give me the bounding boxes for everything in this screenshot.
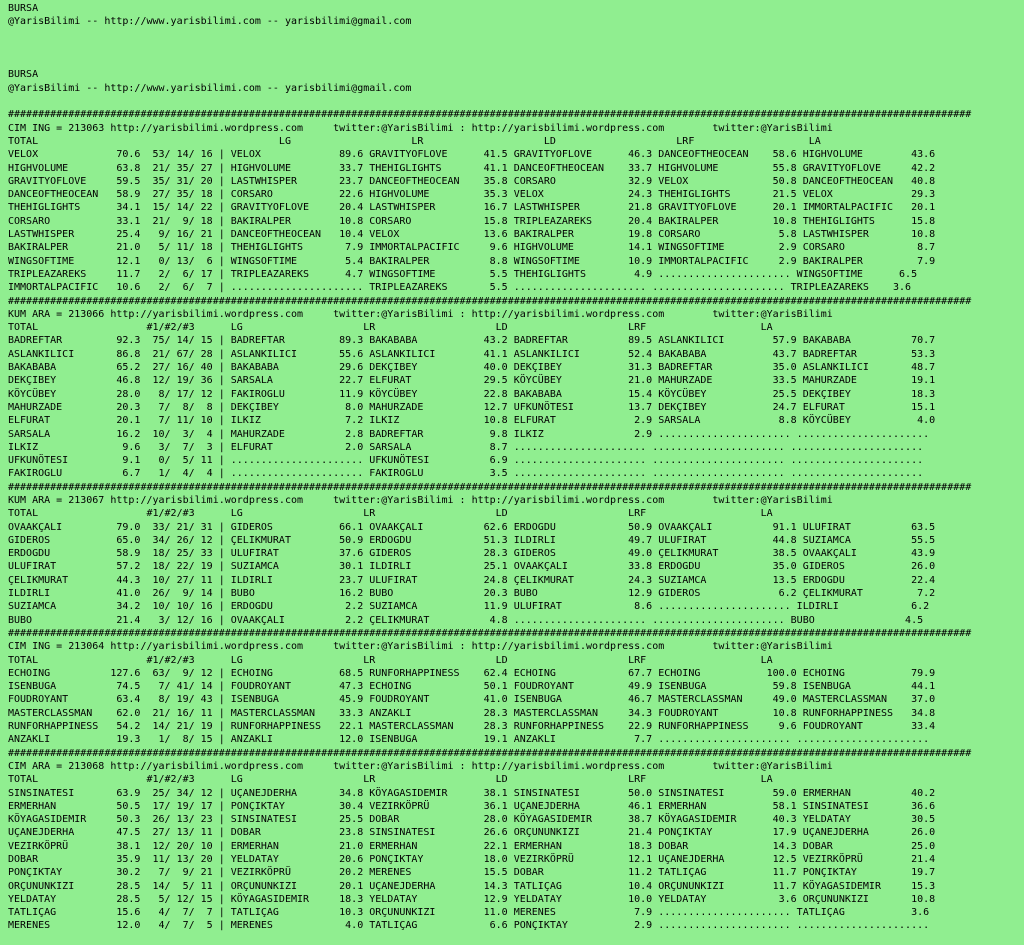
text-line: HIGHVOLUME 63.8 21/ 35/ 27 | HIGHVOLUME 33.7 THEHIGLIGHTS 41.1 DANCEOFTHEOCEAN 33.7 HIGHVOLUME 55.8 GRAVITYOFLOVE 42.2 xyxy=(8,162,936,174)
text-line: SINSINATESI 63.9 25/ 34/ 12 | UÇANEJDERHA 34.8 KÖYAGASIDEMIR 38.1 SINSINATESI 50.0 SINSINATESI 59.0 ERMERHAN 40.2 xyxy=(8,787,936,799)
race-header-line: CIM ING = 213063 http://yarisbilimi.wordpress.com twitter:@YarisBilimi : http://yarisbilimi.wordpress.com twitter:@YarisBilimi xyxy=(8,122,833,134)
text-line: ASLANKILICI 86.8 21/ 67/ 28 | ASLANKILICI 55.6 ASLANKILICI 41.1 ASLANKILICI 52.4 BAKABABA 43.7 BADREFTAR 53.3 xyxy=(8,348,936,360)
text-line: GIDEROS 65.0 34/ 26/ 12 | ÇELIKMURAT 50.9 ERDOGDU 51.3 ILDIRLI 49.7 ULUFIRAT 44.8 SUZIAMCA 55.5 xyxy=(8,534,936,546)
text-line: BAKABABA 65.2 27/ 16/ 40 | BAKABABA 29.6 DEKÇIBEY 40.0 DEKÇIBEY 31.3 BADREFTAR 35.0 ASLANKILICI 48.7 xyxy=(8,362,936,374)
text-line: TRIPLEAZAREKS 11.7 2/ 6/ 17 | TRIPLEAZAREKS 4.7 WINGSOFTIME 5.5 THEHIGLIGHTS 4.9 ...................... WINGSOFTIME 6.5 xyxy=(8,268,918,280)
text-line: ANZAKLI 19.3 1/ 8/ 15 | ANZAKLI 12.0 ISENBUGA 19.1 ANZAKLI 7.7 ...................... ...................... xyxy=(8,734,930,746)
text-line: @YarisBilimi -- http://www.yarisbilimi.com -- yarisbilimi@gmail.com xyxy=(8,82,412,94)
text-line: RUNFORHAPPINESS 54.2 14/ 21/ 19 | RUNFORHAPPINESS 22.1 MASTERCLASSMAN 28.3 RUNFORHAPPINESS 22.9 RUNFORHAPPINESS 9.6 FOUDROYANT 33.4 xyxy=(8,721,936,733)
text-line: UFKUNÖTESI 9.1 0/ 5/ 11 | ...................... UFKUNÖTESI 6.9 ...................... ...................... ...................... xyxy=(8,455,924,467)
text-line: DEKÇIBEY 46.8 12/ 19/ 36 | SARSALA 22.7 ELFURAT 29.5 KÖYCÜBEY 21.0 MAHURZADE 33.5 MAHURZADE 19.1 xyxy=(8,375,936,387)
text-line: PONÇIKTAY 30.2 7/ 9/ 21 | VEZIRKÖPRÜ 20.2 MERENES 15.5 DOBAR 11.2 TATLIÇAG 11.7 PONÇIKTAY 19.7 xyxy=(8,867,936,879)
text-line: BAKIRALPER 21.0 5/ 11/ 18 | THEHIGLIGHTS 7.9 IMMORTALPACIFIC 9.6 HIGHVOLUME 14.1 WINGSOFTIME 2.9 CORSARO 8.7 xyxy=(8,242,936,254)
blank-line xyxy=(8,55,1022,68)
separator-line: ################################################################################################################################################################ xyxy=(8,627,972,639)
text-line: ÇELIKMURAT 44.3 10/ 27/ 11 | ILDIRLI 23.7 ULUFIRAT 24.8 ÇELIKMURAT 24.3 SUZIAMCA 13.5 ERDOGDU 22.4 xyxy=(8,574,936,586)
text-line: CORSARO 33.1 21/ 9/ 18 | BAKIRALPER 10.8 CORSARO 15.8 TRIPLEAZAREKS 20.4 BAKIRALPER 10.8 THEHIGLIGHTS 15.8 xyxy=(8,215,936,227)
text-line: BURSA xyxy=(8,3,39,14)
column-header-line: TOTAL #1/#2/#3 LG LR LD LRF LA xyxy=(8,654,773,666)
text-line: KÖYAGASIDEMIR 50.3 26/ 13/ 23 | SINSINATESI 25.5 DOBAR 28.0 KÖYAGASIDEMIR 38.7 KÖYAGASIDEMIR 40.3 YELDATAY 30.5 xyxy=(8,814,936,826)
text-line: ERDOGDU 58.9 18/ 25/ 33 | ULUFIRAT 37.6 GIDEROS 28.3 GIDEROS 49.0 ÇELIKMURAT 38.5 OVAAKÇALI 43.9 xyxy=(8,548,936,560)
text-line: ISENBUGA 74.5 7/ 41/ 14 | FOUDROYANT 47.3 ECHOING 50.1 FOUDROYANT 49.9 ISENBUGA 59.8 ISENBUGA 44.1 xyxy=(8,681,936,693)
race-stats-document xyxy=(8,2,1022,933)
text-line: ERMERHAN 50.5 17/ 19/ 17 | PONÇIKTAY 30.4 VEZIRKÖPRÜ 36.1 UÇANEJDERHA 46.1 ERMERHAN 58.1 SINSINATESI 36.6 xyxy=(8,800,936,812)
text-line: LASTWHISPER 25.4 9/ 16/ 21 | DANCEOFTHEOCEAN 10.4 VELOX 13.6 BAKIRALPER 19.8 CORSARO 5.8 LASTWHISPER 10.8 xyxy=(8,229,936,241)
text-line: FAKIROGLU 6.7 1/ 4/ 4 | ...................... FAKIROGLU 3.5 ...................... ...................... ...................... xyxy=(8,468,924,480)
separator-line: ################################################################################################################################################################ xyxy=(8,295,972,307)
text-line: BADREFTAR 92.3 75/ 14/ 15 | BADREFTAR 89.3 BAKABABA 43.2 BADREFTAR 89.5 ASLANKILICI 57.9 BAKABABA 70.7 xyxy=(8,335,936,347)
text-line: GRAVITYOFLOVE 59.5 35/ 31/ 20 | LASTWHISPER 23.7 DANCEOFTHEOCEAN 35.8 CORSARO 32.9 VELOX 50.8 DANCEOFTHEOCEAN 40.8 xyxy=(8,175,936,187)
column-header-line: TOTAL #1/#2/#3 LG LR LD LRF LA xyxy=(8,508,773,520)
separator-line: ################################################################################################################################################################ xyxy=(8,481,972,493)
blank-line xyxy=(8,42,1022,55)
text-line: OVAAKÇALI 79.0 33/ 21/ 31 | GIDEROS 66.1 OVAAKÇALI 62.6 ERDOGDU 50.9 OVAAKÇALI 91.1 ULUFIRAT 63.5 xyxy=(8,521,936,533)
text-line: YELDATAY 28.5 5/ 12/ 15 | KÖYAGASIDEMIR 18.3 YELDATAY 12.9 YELDATAY 10.0 YELDATAY 3.6 ORÇUNUNKIZI 10.8 xyxy=(8,893,936,905)
text-line: ILDIRLI 41.0 26/ 9/ 14 | BUBO 16.2 BUBO 20.3 BUBO 12.9 GIDEROS 6.2 ÇELIKMURAT 7.2 xyxy=(8,588,936,600)
race-header-line: CIM ARA = 213068 http://yarisbilimi.wordpress.com twitter:@YarisBilimi : http://yarisbilimi.wordpress.com twitter:@YarisBilimi xyxy=(8,760,833,772)
text-line: FOUDROYANT 63.4 8/ 19/ 43 | ISENBUGA 45.9 FOUDROYANT 41.0 ISENBUGA 46.7 MASTERCLASSMAN 49.0 MASTERCLASSMAN 37.0 xyxy=(8,694,936,706)
text-line: IMMORTALPACIFIC 10.6 2/ 6/ 7 | ...................... TRIPLEAZAREKS 5.5 ...................... ...................... TRIPLEAZAREKS 3.6 xyxy=(8,282,912,294)
text-line: MERENES 12.0 4/ 7/ 5 | MERENES 4.0 TATLIÇAG 6.6 PONÇIKTAY 2.9 ...................... ...................... xyxy=(8,920,930,932)
text-line: UÇANEJDERHA 47.5 27/ 13/ 11 | DOBAR 23.8 SINSINATESI 26.6 ORÇUNUNKIZI 21.4 PONÇIKTAY 17.9 UÇANEJDERHA 26.0 xyxy=(8,827,936,839)
text-line: DANCEOFTHEOCEAN 58.9 27/ 35/ 18 | CORSARO 22.6 HIGHVOLUME 35.3 VELOX 24.3 THEHIGLIGHTS 21.5 VELOX 29.3 xyxy=(8,189,936,201)
text-line: VEZIRKÖPRÜ 38.1 12/ 20/ 10 | ERMERHAN 21.0 ERMERHAN 22.1 ERMERHAN 18.3 DOBAR 14.3 DOBAR 25.0 xyxy=(8,840,936,852)
text-line: ELFURAT 20.1 7/ 11/ 10 | ILKIZ 7.2 ILKIZ 10.8 ELFURAT 2.9 SARSALA 8.8 KÖYCÜBEY 4.0 xyxy=(8,415,936,427)
text-line: SUZIAMCA 34.2 10/ 10/ 16 | ERDOGDU 2.2 SUZIAMCA 11.9 ULUFIRAT 8.6 ...................... ILDIRLI 6.2 xyxy=(8,601,930,613)
text-line: WINGSOFTIME 12.1 0/ 13/ 6 | WINGSOFTIME 5.4 BAKIRALPER 8.8 WINGSOFTIME 10.9 IMMORTALPACIFIC 2.9 BAKIRALPER 7.9 xyxy=(8,255,936,267)
text-line: ORÇUNUNKIZI 28.5 14/ 5/ 11 | ORÇUNUNKIZI 20.1 UÇANEJDERHA 14.3 TATLIÇAG 10.4 ORÇUNUNKIZI 11.7 KÖYAGASIDEMIR 15.3 xyxy=(8,880,936,892)
text-line: SARSALA 16.2 10/ 3/ 4 | MAHURZADE 2.8 BADREFTAR 9.8 ILKIZ 2.9 ...................... ...................... xyxy=(8,428,930,440)
separator-line: ################################################################################################################################################################ xyxy=(8,109,972,121)
column-header-line: TOTAL LG LR LD LRF LA xyxy=(8,135,821,147)
text-line: ILKIZ 9.6 3/ 7/ 3 | ELFURAT 2.0 SARSALA 8.7 ...................... ...................... ...................... xyxy=(8,441,924,453)
text-line: BUBO 21.4 3/ 12/ 16 | OVAAKÇALI 2.2 ÇELIKMURAT 4.8 ...................... ...................... BUBO 4.5 xyxy=(8,614,924,626)
column-header-line: TOTAL #1/#2/#3 LG LR LD LRF LA xyxy=(8,322,773,334)
text-line: TATLIÇAG 15.6 4/ 7/ 7 | TATLIÇAG 10.3 ORÇUNUNKIZI 11.0 MERENES 7.9 ...................... TATLIÇAG 3.6 xyxy=(8,907,930,919)
blank-line xyxy=(8,95,1022,108)
blank-line xyxy=(8,29,1022,42)
text-line: @YarisBilimi -- http://www.yarisbilimi.com -- yarisbilimi@gmail.com xyxy=(8,16,412,28)
text-line: ULUFIRAT 57.2 18/ 22/ 19 | SUZIAMCA 30.1 ILDIRLI 25.1 OVAAKÇALI 33.8 ERDOGDU 35.0 GIDEROS 26.0 xyxy=(8,561,936,573)
separator-line: ################################################################################################################################################################ xyxy=(8,747,972,759)
text-line: VELOX 70.6 53/ 14/ 16 | VELOX 89.6 GRAVITYOFLOVE 41.5 GRAVITYOFLOVE 46.3 DANCEOFTHEOCEAN 58.6 HIGHVOLUME 43.6 xyxy=(8,149,936,161)
text-line: MAHURZADE 20.3 7/ 8/ 8 | DEKÇIBEY 8.0 MAHURZADE 12.7 UFKUNÖTESI 13.7 DEKÇIBEY 24.7 ELFURAT 15.1 xyxy=(8,401,936,413)
text-line: ECHOING 127.6 63/ 9/ 12 | ECHOING 68.5 RUNFORHAPPINESS 62.4 ECHOING 67.7 ECHOING 100.0 ECHOING 79.9 xyxy=(8,667,936,679)
column-header-line: TOTAL #1/#2/#3 LG LR LD LRF LA xyxy=(8,774,773,786)
text-line: DOBAR 35.9 11/ 13/ 20 | YELDATAY 20.6 PONÇIKTAY 18.0 VEZIRKÖPRÜ 12.1 UÇANEJDERHA 12.5 VEZIRKÖPRÜ 21.4 xyxy=(8,854,936,865)
text-line: BURSA xyxy=(8,69,39,81)
text-line: MASTERCLASSMAN 62.0 21/ 16/ 11 | MASTERCLASSMAN 33.3 ANZAKLI 28.3 MASTERCLASSMAN 34.3 FOUDROYANT 10.8 RUNFORHAPPINESS 34.8 xyxy=(8,707,936,719)
race-header-line: CIM ING = 213064 http://yarisbilimi.wordpress.com twitter:@YarisBilimi : http://yarisbilimi.wordpress.com twitter:@YarisBilimi xyxy=(8,641,833,653)
text-line: KÖYCÜBEY 28.0 8/ 17/ 12 | FAKIROGLU 11.9 KÖYCÜBEY 22.8 BAKABABA 15.4 KÖYCÜBEY 25.5 DEKÇIBEY 18.3 xyxy=(8,388,936,400)
text-line: THEHIGLIGHTS 34.1 15/ 14/ 22 | GRAVITYOFLOVE 20.4 LASTWHISPER 16.7 LASTWHISPER 21.8 GRAVITYOFLOVE 20.1 IMMORTALPACIFIC 20.1 xyxy=(8,202,936,214)
race-header-line: KUM ARA = 213067 http://yarisbilimi.wordpress.com twitter:@YarisBilimi : http://yarisbilimi.wordpress.com twitter:@YarisBilimi xyxy=(8,494,833,506)
race-header-line: KUM ARA = 213066 http://yarisbilimi.wordpress.com twitter:@YarisBilimi : http://yarisbilimi.wordpress.com twitter:@YarisBilimi xyxy=(8,308,833,320)
